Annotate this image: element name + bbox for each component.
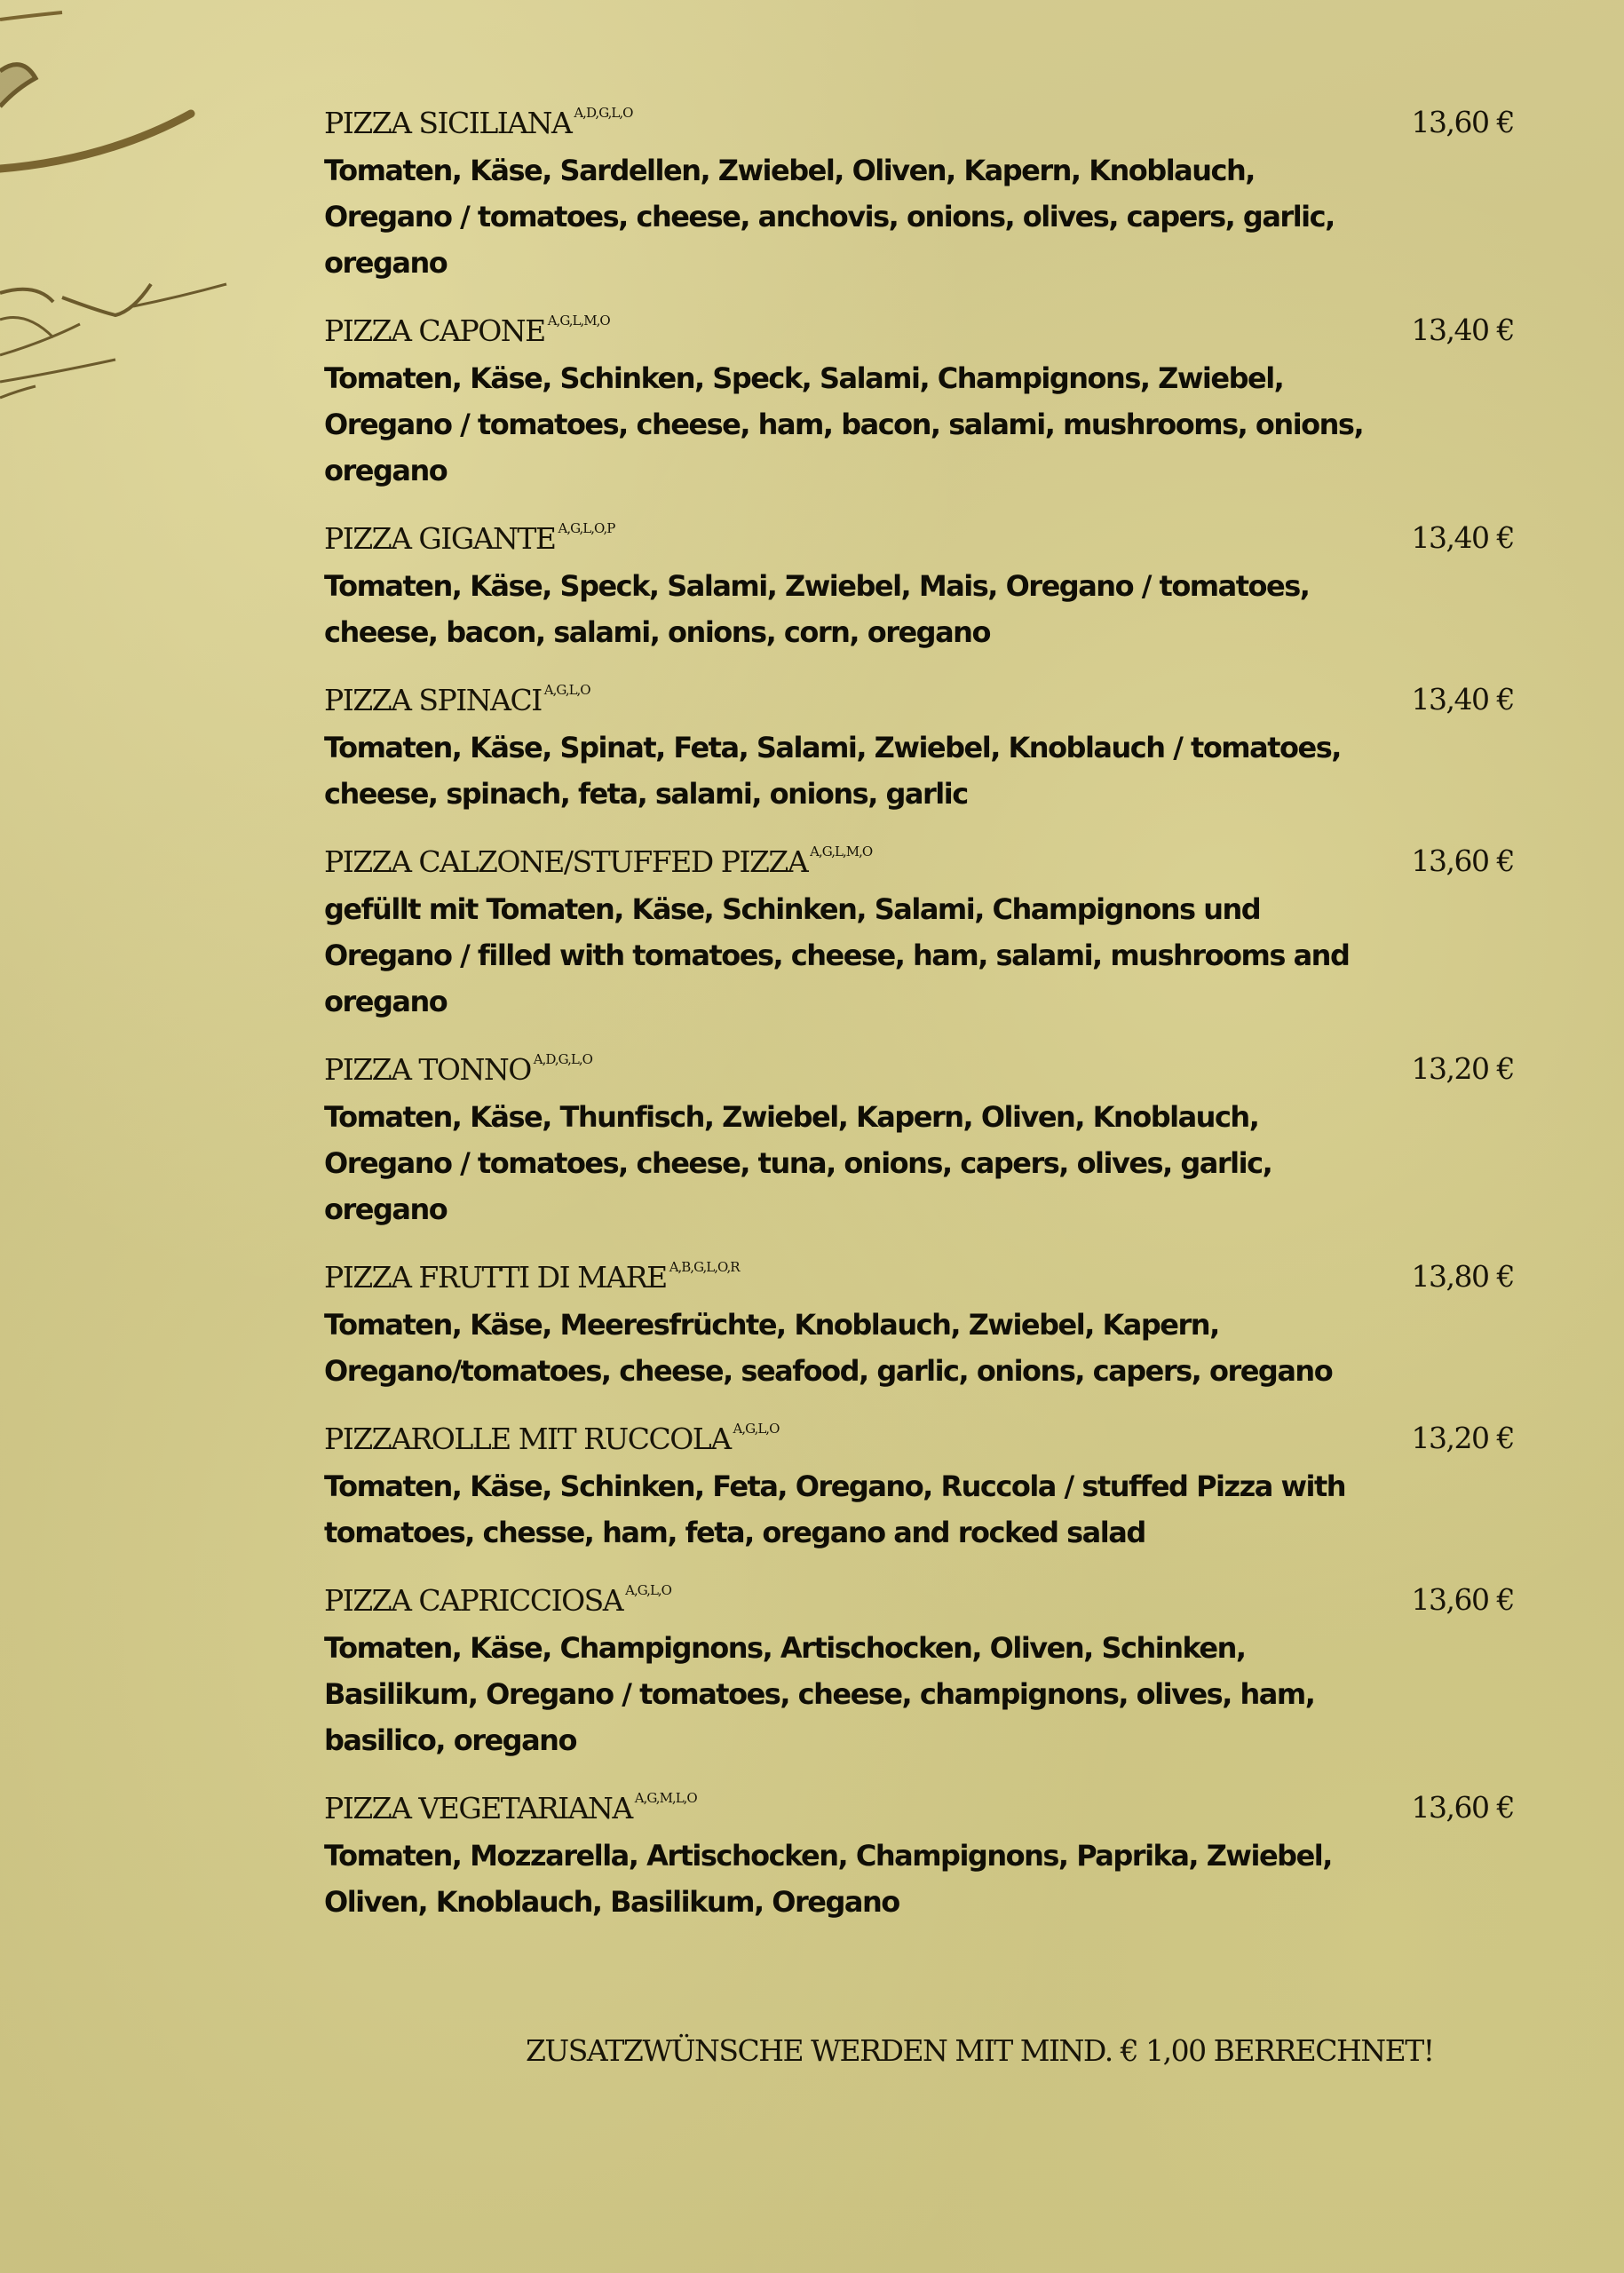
menu-item-description: Tomaten, Käse, Schinken, Feta, Oregano, Ruccola / stuffed Pizza with tomatoes, chesse, ham, feta, oregano and rocked salad xyxy=(324,1469,1346,1549)
menu-item-header xyxy=(324,1415,1514,1463)
menu-item-price: 13,20 € xyxy=(1411,1421,1514,1455)
menu-item xyxy=(324,1577,1514,1763)
menu-item xyxy=(324,677,1514,817)
menu-item-price: 13,80 € xyxy=(1411,1259,1514,1294)
menu-item-price: 13,40 € xyxy=(1411,682,1514,717)
extras-surcharge-note: ZUSATZWÜNSCHE WERDEN MIT MIND. € 1,00 BERRECHNET! xyxy=(526,2033,1434,2068)
allergen-codes: A,D,G,L,O xyxy=(574,105,633,121)
menu-item-header xyxy=(324,99,1514,147)
allergen-codes: A,G,L,O xyxy=(733,1421,780,1437)
menu-item-header xyxy=(324,1577,1514,1625)
menu-item-price: 13,60 € xyxy=(1411,1790,1514,1825)
menu-item-name: PIZZA VEGETARIANA $^{A,G,M,L,O}$ xyxy=(324,1790,697,1826)
menu-item-description: Tomaten, Käse, Speck, Salami, Zwiebel, Mais, Oregano / tomatoes, cheese, bacon, salami, onions, corn, oregano xyxy=(324,569,1310,649)
allergen-codes: A,G,M,L,O xyxy=(634,1790,697,1806)
menu-item-price: 13,40 € xyxy=(1411,520,1514,555)
menu-item-description: Tomaten, Käse, Spinat, Feta, Salami, Zwiebel, Knoblauch / tomatoes, cheese, spinach, feta, salami, onions, garlic xyxy=(324,731,1341,811)
menu-item-header xyxy=(324,1254,1514,1302)
menu-item xyxy=(324,515,1514,655)
menu-item xyxy=(324,99,1514,286)
leaf-decoration-icon xyxy=(0,0,249,426)
menu-item-name: PIZZA SPINACI $^{A,G,L,O}$ xyxy=(324,682,590,717)
menu-item-price: 13,20 € xyxy=(1411,1051,1514,1086)
menu-item-header xyxy=(324,677,1514,725)
menu-item-header xyxy=(324,838,1514,886)
pizza-menu-list xyxy=(324,99,1514,1946)
menu-item-name: PIZZA GIGANTE $^{A,G,L,O,P}$ xyxy=(324,520,615,556)
menu-item-price: 13,60 € xyxy=(1411,1582,1514,1617)
menu-item-header xyxy=(324,1785,1514,1833)
menu-item xyxy=(324,307,1514,494)
menu-item-name: PIZZAROLLE MIT RUCCOLA $^{A,G,L,O}$ xyxy=(324,1421,780,1456)
menu-item-description: Tomaten, Käse, Sardellen, Zwiebel, Oliven, Kapern, Knoblauch, Oregano / tomatoes, cheese, anchovis, onions, olives, capers, garlic, oregano xyxy=(324,154,1335,280)
menu-item xyxy=(324,1254,1514,1394)
allergen-codes: A,B,G,L,O,R xyxy=(669,1259,740,1275)
menu-item-description: gefüllt mit Tomaten, Käse, Schinken, Salami, Champignons und Oregano / filled with tomatoes, cheese, ham, salami, mushrooms and oregano xyxy=(324,892,1350,1018)
menu-item-name: PIZZA FRUTTI DI MARE $^{A,B,G,L,O,R}$ xyxy=(324,1259,740,1295)
menu-item-name: PIZZA CAPONE $^{A,G,L,M,O}$ xyxy=(324,313,610,348)
menu-item-price: 13,60 € xyxy=(1411,105,1514,139)
menu-item-name: PIZZA TONNO $^{A,D,G,L,O}$ xyxy=(324,1051,592,1087)
menu-item-header xyxy=(324,307,1514,355)
menu-item-description: Tomaten, Käse, Thunfisch, Zwiebel, Kapern, Oliven, Knoblauch, Oregano / tomatoes, cheese, tuna, onions, capers, olives, garlic, oregano xyxy=(324,1100,1272,1226)
allergen-codes: A,D,G,L,O xyxy=(533,1051,592,1067)
allergen-codes: A,G,L,O xyxy=(543,682,590,698)
menu-item-name: PIZZA SICILIANA $^{A,D,G,L,O}$ xyxy=(324,105,633,140)
menu-item-header xyxy=(324,1046,1514,1094)
menu-item-description: Tomaten, Käse, Champignons, Artischocken, Oliven, Schinken, Basilikum, Oregano / tomatoes, cheese, champignons, olives, ham, basilico, oregano xyxy=(324,1631,1315,1757)
menu-item-name: PIZZA CALZONE/STUFFED PIZZA $^{A,G,L,M,O}$ xyxy=(324,843,873,879)
menu-item xyxy=(324,1415,1514,1556)
menu-item-price: 13,60 € xyxy=(1411,843,1514,878)
allergen-codes: A,G,L,M,O xyxy=(810,843,873,859)
menu-item xyxy=(324,1046,1514,1232)
menu-item-description: Tomaten, Käse, Meeresfrüchte, Knoblauch, Zwiebel, Kapern, Oregano/tomatoes, cheese, seafood, garlic, onions, capers, oregano xyxy=(324,1308,1333,1388)
allergen-codes: A,G,L,O,P xyxy=(558,520,615,536)
allergen-codes: A,G,L,O xyxy=(625,1582,671,1598)
menu-item-header xyxy=(324,515,1514,563)
menu-item-name: PIZZA CAPRICCIOSA $^{A,G,L,O}$ xyxy=(324,1582,671,1618)
menu-item xyxy=(324,1785,1514,1925)
menu-item xyxy=(324,838,1514,1025)
menu-item-description: Tomaten, Käse, Schinken, Speck, Salami, Champignons, Zwiebel, Oregano / tomatoes, cheese, ham, bacon, salami, mushrooms, onions, oregano xyxy=(324,361,1364,487)
menu-item-description: Tomaten, Mozzarella, Artischocken, Champignons, Paprika, Zwiebel, Oliven, Knoblauch, Basilikum, Oregano xyxy=(324,1839,1332,1919)
allergen-codes: A,G,L,M,O xyxy=(547,313,610,329)
menu-item-price: 13,40 € xyxy=(1411,313,1514,347)
